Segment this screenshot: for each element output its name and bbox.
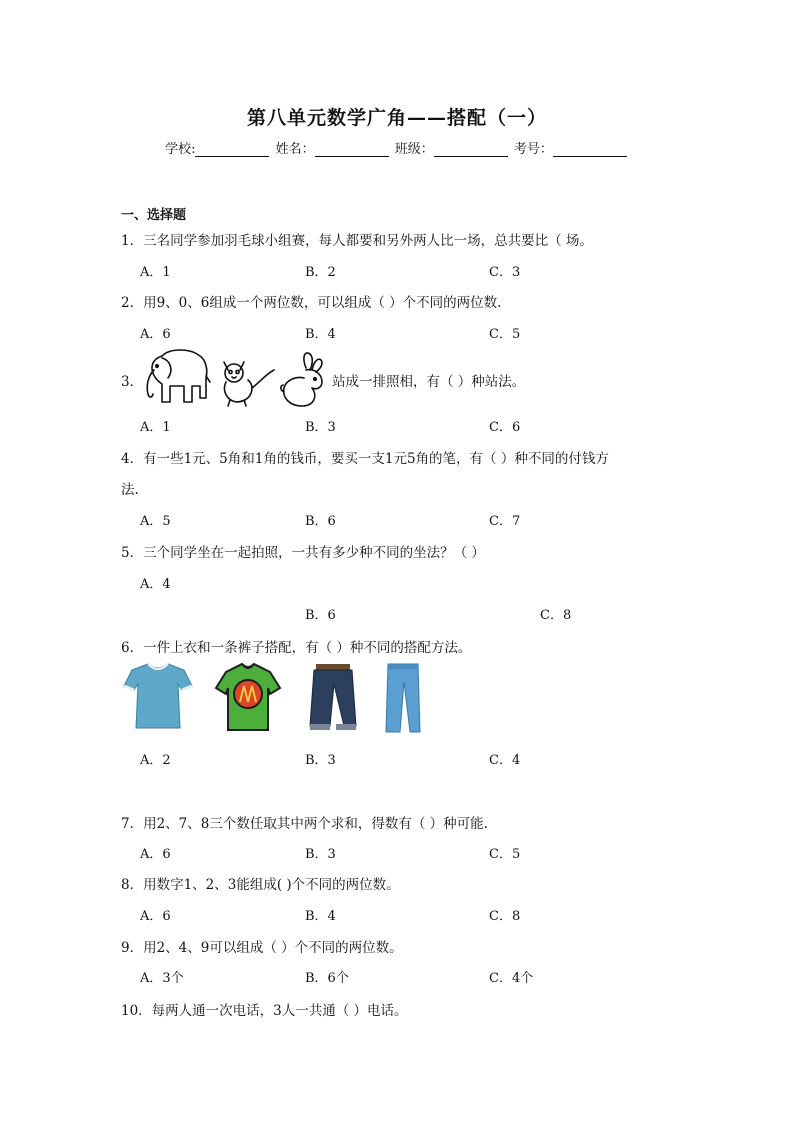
q3-option-a[interactable]: A．1 [140,420,171,435]
blue-shirt-icon [124,664,192,728]
question-9: 9．用2、4、9可以组成（ ）个不同的两位数。 [121,940,403,956]
q8-option-a[interactable]: A．6 [140,909,171,924]
question-3-number: 3． [121,374,144,390]
elephant-icon [147,350,210,402]
q9-option-a[interactable]: A．3个 [140,971,184,986]
q1-option-b[interactable]: B．2 [305,265,336,280]
q6-option-c[interactable]: C．4 [489,753,521,768]
q1-option-c[interactable]: C．3 [489,265,521,280]
cat-icon [224,362,274,406]
clothes-illustration [118,660,428,736]
question-4-continued: 法. [121,482,139,498]
q8-option-b[interactable]: B．4 [305,909,336,924]
q4-option-a[interactable]: A．5 [140,514,171,529]
q9-option-b[interactable]: B．6个 [305,971,349,986]
q3-option-c[interactable]: C．6 [489,420,521,435]
animals-illustration [140,346,330,408]
q4-option-c[interactable]: C．7 [489,514,521,529]
q2-option-b[interactable]: B．4 [305,327,336,342]
q3-option-b[interactable]: B．3 [305,420,336,435]
q5-option-a[interactable]: A．4 [140,577,171,592]
q6-option-a[interactable]: A．2 [140,753,171,768]
question-4: 4．有一些1元、5角和1角的钱币，要买一支1元5角的笔，有（ ）种不同的付钱方 [121,451,609,467]
class-label: 班级： [394,142,434,157]
green-tshirt-icon [216,664,280,730]
q6-option-b[interactable]: B．3 [305,753,336,768]
question-8: 8．用数字1、2、3能组成( )个不同的两位数。 [121,877,400,893]
question-3: 站成一排照相，有（ ）种站法。 [332,374,526,390]
rabbit-icon [281,353,322,406]
page-title: 第八单元数学广角——搭配（一） [246,107,547,129]
school-label: 学校: [165,142,196,157]
school-blank[interactable] [195,142,269,157]
q8-option-c[interactable]: C．8 [489,909,521,924]
q7-option-c[interactable]: C．5 [489,847,521,862]
q2-option-c[interactable]: C．5 [489,327,521,342]
class-blank[interactable] [434,142,508,157]
question-1: 1．三名同学参加羽毛球小组赛，每人都要和另外两人比一场，总共要比（ 场。 [121,233,593,249]
question-5: 5．三个同学坐在一起拍照，一共有多少种不同的坐法？（ ） [121,545,485,561]
q1-option-a[interactable]: A．1 [140,265,171,280]
q7-option-b[interactable]: B．3 [305,847,336,862]
question-2: 2．用9、0、6组成一个两位数，可以组成（ ）个不同的两位数. [121,295,502,311]
q7-option-a[interactable]: A．6 [140,847,171,862]
q9-option-c[interactable]: C．4个 [489,971,534,986]
q4-option-b[interactable]: B．6 [305,514,336,529]
name-blank[interactable] [315,142,389,157]
exam-no-label: 考号： [513,142,553,157]
exam-no-blank[interactable] [553,142,627,157]
student-info-line [0,138,794,157]
q5-option-b[interactable]: B．6 [305,608,336,623]
section-heading: 一、选择题 [121,208,187,223]
question-6: 6．一件上衣和一条裤子搭配，有（ ）种不同的搭配方法。 [121,640,472,656]
light-blue-pants-icon [386,664,420,732]
jeans-icon [310,664,356,730]
question-7: 7．用2、7、8三个数任取其中两个求和，得数有（ ）种可能. [121,816,488,832]
q2-option-a[interactable]: A．6 [140,327,171,342]
question-10: 10．每两人通一次电话，3人一共通（ ）电话。 [121,1003,408,1019]
name-label: 姓名： [275,142,315,157]
q5-option-c[interactable]: C．8 [540,608,572,623]
